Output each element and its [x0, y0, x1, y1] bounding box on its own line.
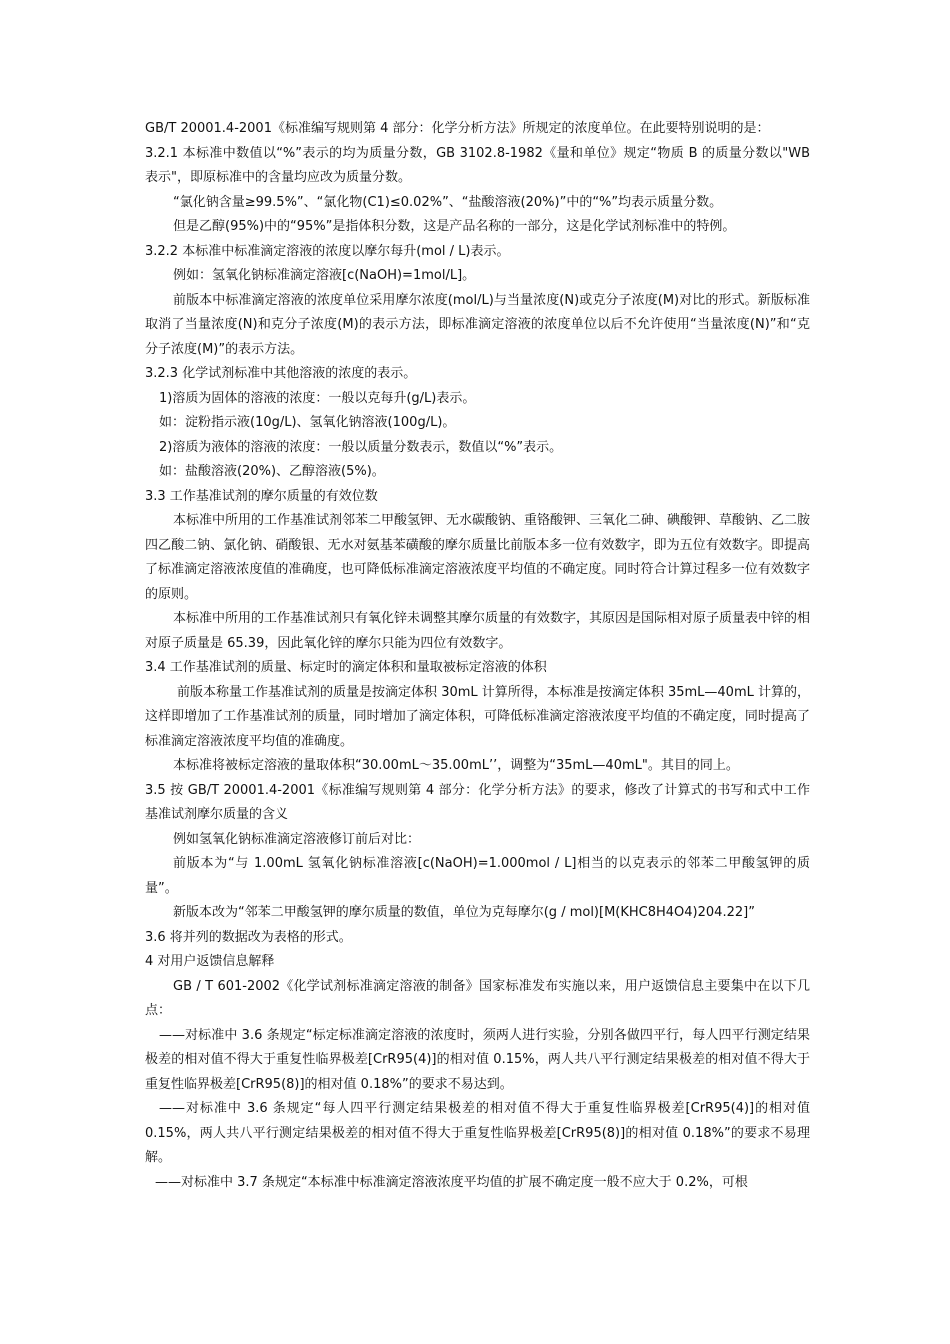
- list-item: 2)溶质为液体的溶液的浓度：一般以质量分数表示，数值以“%”表示。: [159, 439, 563, 455]
- paragraph: 本标准将被标定溶液的量取体积“30.00mL～35.00mL’’，调整为“35mL—40mL"。其目的同上。: [173, 758, 739, 773]
- paragraph: 但是乙醇(95%)中的“95%”是指体积分数，这是产品名称的一部分，这是化学试剂标准中的特例。: [173, 219, 736, 234]
- dash-item: ——对标准中 3.7 条规定“本标准中标准滴定溶液浓度平均值的扩展不确定度一般不应大于 0.2%，可根: [155, 1174, 748, 1190]
- section-3-6: 3.6 将并列的数据改为表格的形式。: [145, 929, 352, 945]
- paragraph: GB/T 20001.4-2001《标准编写规则第 4 部分：化学分析方法》所规定的浓度单位。在此要特别说明的是：: [145, 121, 770, 136]
- example: 如：淀粉指示液(10g/L)、氢氧化钠溶液(100g/L)。: [159, 415, 456, 430]
- section-3-3: 3.3 工作基准试剂的摩尔质量的有效位数: [145, 488, 378, 504]
- paragraph: 前版本为“与 1.00mL 氢氧化钠标准溶液[c(NaOH)=1.000mol / L]相当的以克表示的邻苯二甲酸氢钾的质量”。: [145, 856, 810, 896]
- paragraph: 例如氢氧化钠标准滴定溶液修订前后对比：: [173, 831, 421, 847]
- section-3-5: 3.5 按 GB/T 20001.4-2001《标准编写规则第 4 部分：化学分析方法》的要求，修改了计算式的书写和式中工作基准试剂摩尔质量的含义: [145, 782, 810, 822]
- section-3-4: 3.4 工作基准试剂的质量、标定时的滴定体积和量取被标定溶液的体积: [145, 660, 547, 675]
- paragraph: GB / T 601-2002《化学试剂标准滴定溶液的制备》国家标准发布实施以来，用户返馈信息主要集中在以下几点：: [145, 978, 810, 1018]
- section-3-2-2: 3.2.2 本标准中标准滴定溶液的浓度以摩尔每升(mol / L)表示。: [145, 243, 510, 259]
- dash-item: ——对标准中 3.6 条规定“每人四平行测定结果极差的相对值不得大于重复性临界极差[CrR95(4)]的相对值 0.15%，两人共八平行测定结果极差的相对值不得大于重复性临界极差[CrR95(8)]的相对值 0.18%”的要求不易理解。: [145, 1101, 810, 1165]
- paragraph: 本标准中所用的工作基准试剂只有氧化锌未调整其摩尔质量的有效数字，其原因是国际相对原子质量表中锌的相对原子质量是 65.39，因此氧化锌的摩尔只能为四位有效数字。: [145, 611, 811, 651]
- dash-item: ——对标准中 3.6 条规定“标定标准滴定溶液的浓度时，须两人进行实验，分别各做四平行，每人四平行测定结果极差的相对值不得大于重复性临界极差[CrR95(4)]的相对值 0.15%，两人共八平行测定结果极差的相对值不得大于重复性临界极差[CrR95(8)]的相对值 0.18%”的要求不易达到。: [145, 1027, 810, 1092]
- paragraph: 前版本中标准滴定溶液的浓度单位采用摩尔浓度(mol/L)与当量浓度(N)或克分子浓度(M)对比的形式。新版标准取消了当量浓度(N)和克分子浓度(M)的表示方法，即标准滴定溶液的浓度单位以后不允许使用“当量浓度(N)”和“克分子浓度(M)”的表示方法。: [145, 292, 810, 357]
- paragraph: 前版本称量工作基准试剂的质量是按滴定体积 30mL 计算所得，本标准是按滴定体积 35mL—40mL 计算的，这样即增加了工作基准试剂的质量，同时增加了滴定体积，可降低标准滴定溶液浓度平均值的不确定度，同时提高了标准滴定溶液浓度平均值的准确度。: [145, 684, 810, 749]
- document-page: [145, 117, 810, 1195]
- paragraph: “氯化钠含量≥99.5%”、“氯化物(C1)≤0.02%”、“盐酸溶液(20%)”中的“%”均表示质量分数。: [173, 194, 723, 210]
- list-item: 1)溶质为固体的溶液的浓度：一般以克每升(g/L)表示。: [159, 390, 476, 406]
- paragraph: 新版本改为“邻苯二甲酸氢钾的摩尔质量的数值，单位为克每摩尔(g / mol)[M(KHC8H4O4)204.22]”: [173, 905, 755, 920]
- paragraph: 例如：氢氧化钠标准滴定溶液[c(NaOH)=1mol/L]。: [173, 268, 476, 283]
- section-3-2-3: 3.2.3 化学试剂标准中其他溶液的浓度的表示。: [145, 366, 417, 381]
- section-4: 4 对用户返馈信息解释: [145, 954, 275, 969]
- section-3-2-1: 3.2.1 本标准中数值以“%”表示的均为质量分数，GB 3102.8-1982《量和单位》规定“物质 B 的质量分数以"WB 表示"，即原标准中的含量均应改为质量分数。: [145, 145, 810, 185]
- example: 如：盐酸溶液(20%)、乙醇溶液(5%)。: [159, 464, 385, 479]
- paragraph: 本标准中所用的工作基准试剂邻苯二甲酸氢钾、无水碳酸钠、重铬酸钾、三氧化二砷、碘酸钾、草酸钠、乙二胺四乙酸二钠、氯化钠、硝酸银、无水对氨基苯磺酸的摩尔质量比前版本多一位有效数字，即为五位有效数字。即提高了标准滴定溶液浓度值的准确度，也可降低标准滴定溶液浓度平均值的不确定度。同时符合计算过程多一位有效数字的原则。: [145, 513, 811, 602]
